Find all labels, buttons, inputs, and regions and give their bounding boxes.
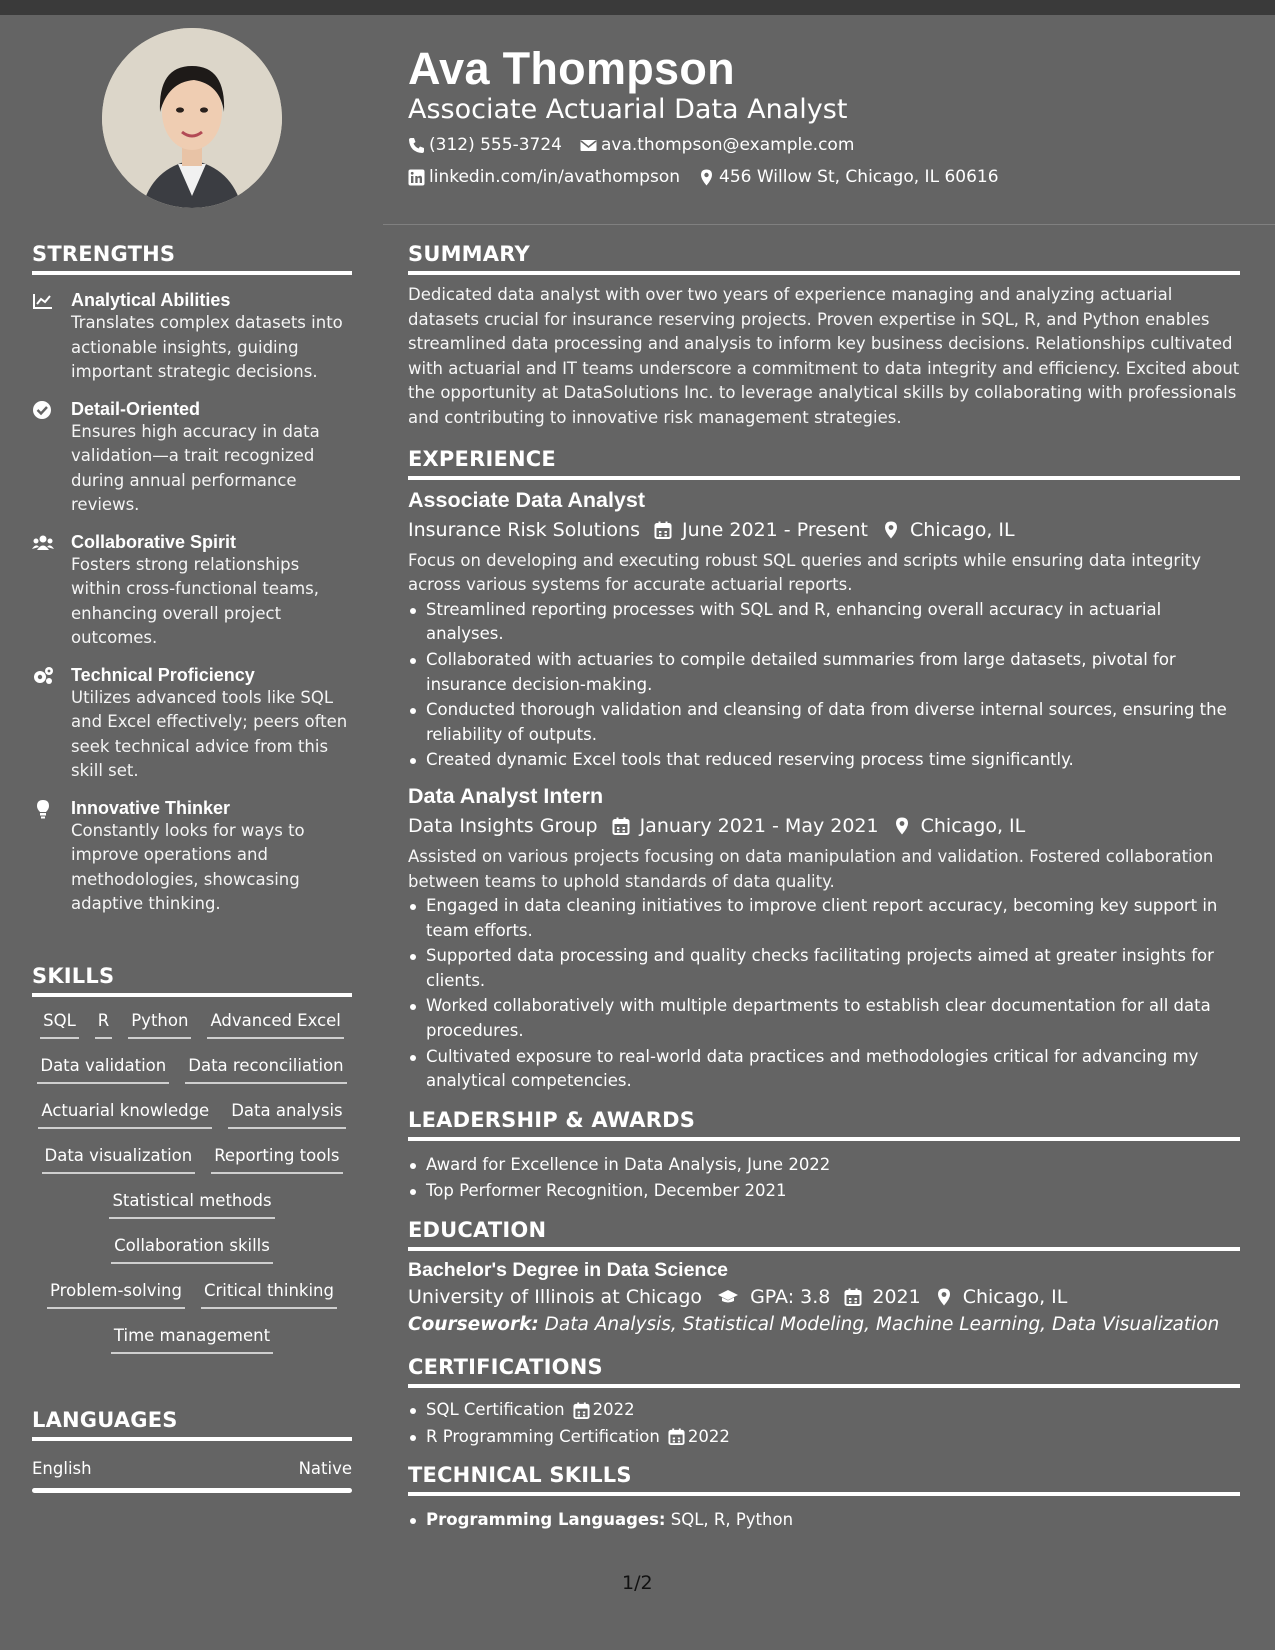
contact-line-1 [408,135,854,155]
job-bullets [408,598,1240,773]
skill-tag: Actuarial knowledge [38,1099,212,1129]
users-icon [32,533,54,553]
strengths-title: STRENGTHS [32,242,352,275]
school-name: University of Illinois at Chicago [408,1286,703,1309]
skill-row [32,1234,352,1279]
job-title: Associate Data Analyst [408,487,645,512]
map-pin-icon [882,521,900,539]
calendar-icon [668,1428,685,1445]
certifications-list [408,1398,1240,1449]
strength-title: Technical Proficiency [71,664,255,685]
strength-item [32,664,352,784]
job-description: Assisted on various projects focusing on data manipulation and validation. Fostered collaboration between teams to uphold standards of data quality. [408,846,1214,891]
job-bullet: Engaged in data cleaning initiatives to improve client report accuracy, becoming key support in team efforts. [408,894,1240,943]
skill-row [32,1279,352,1324]
job-location: Chicago, IL [909,518,1015,541]
linkedin-text: linkedin.com/in/avathompson [429,167,680,187]
main-column [408,242,1240,1543]
gpa: GPA: 3.8 [750,1286,831,1309]
calendar-icon [654,521,672,539]
job-bullet: Supported data processing and quality checks facilitating projects aimed at greater insights for clients. [408,944,1240,993]
summary-title: SUMMARY [408,242,1240,275]
skills-title: SKILLS [32,964,352,997]
skill-tag: Data analysis [228,1099,345,1129]
graduation-year: 2021 [872,1286,921,1309]
skill-tag: Advanced Excel [207,1009,343,1039]
skill-row [32,1009,352,1054]
summary-section [408,242,1240,431]
contact-line-2 [408,167,999,187]
contact-email[interactable] [580,135,854,155]
job-entry [408,488,1240,773]
skill-row [32,1144,352,1189]
technical-skill-label: Programming Languages: [426,1510,666,1530]
calendar-icon [573,1402,590,1419]
education-title: EDUCATION [408,1218,1240,1251]
skill-tag: R [95,1009,112,1039]
award-item: Award for Excellence in Data Analysis, June 2022 [408,1153,1240,1178]
language-proficiency-bar [32,1488,352,1493]
job-dates: June 2021 - Present [681,518,868,541]
skill-row [32,1324,352,1369]
check-circle-icon [32,400,54,420]
graduation-cap-icon [716,1288,740,1306]
languages-section [32,1408,352,1493]
awards-section [408,1108,1240,1204]
strength-desc: Ensures high accuracy in data validation—a trait recognized during annual performance reviews. [71,421,320,514]
technical-skill-item [408,1508,1240,1533]
calendar-icon [612,817,630,835]
job-bullets [408,894,1240,1094]
skill-tag: Data visualization [42,1144,196,1174]
map-pin-icon [893,817,911,835]
strength-title: Collaborative Spirit [71,531,237,552]
school-location: Chicago, IL [962,1286,1068,1309]
job-bullet: Created dynamic Excel tools that reduced reserving process time significantly. [408,748,1240,773]
email-text: ava.thompson@example.com [600,135,855,155]
job-company: Insurance Risk Solutions [408,518,640,541]
coursework-label: Coursework: [408,1314,539,1336]
strength-title: Analytical Abilities [71,290,231,310]
map-pin-icon [698,169,715,186]
certification-name: SQL Certification [426,1400,565,1420]
certification-year: 2022 [592,1400,635,1420]
skills-section [32,964,352,1369]
degree-title: Bachelor's Degree in Data Science [408,1259,729,1282]
skill-tag: Data reconciliation [185,1054,346,1084]
experience-section [408,447,1240,1094]
skill-tag: Time management [111,1324,273,1354]
certification-item [408,1425,1240,1450]
technical-skills-section [408,1463,1240,1533]
profile-photo [102,28,282,208]
job-company: Data Insights Group [408,814,598,837]
skill-tag: Critical thinking [201,1279,337,1309]
strength-item [32,289,352,385]
job-bullet: Conducted thorough validation and cleansing of data from diverse internal sources, ensuring the reliability of outputs. [408,698,1240,747]
certification-name: R Programming Certification [426,1426,660,1446]
candidate-role: Associate Actuarial Data Analyst [408,94,848,125]
coursework [408,1314,1240,1335]
phone-icon [408,137,425,154]
technical-skill-value: SQL, R, Python [665,1510,794,1530]
skill-row [32,1054,352,1099]
technical-skills-list [408,1508,1240,1533]
skill-tag: Reporting tools [211,1144,342,1174]
language-name: English [32,1459,92,1478]
job-entry [408,784,1240,1094]
job-bullet: Collaborated with actuaries to compile detailed summaries from large datasets, pivotal for insurance decision-making. [408,648,1240,697]
gears-icon [32,666,54,686]
address-text: 456 Willow St, Chicago, IL 60616 [719,167,999,187]
certification-year: 2022 [687,1426,730,1446]
strengths-section [32,242,352,917]
job-meta [408,519,1240,541]
job-title: Data Analyst Intern [408,783,604,808]
language-row [32,1459,352,1478]
page-number: 1/2 [622,1572,653,1594]
strength-title: Innovative Thinker [71,797,231,818]
language-level: Native [298,1459,352,1478]
skill-tag: Collaboration skills [111,1234,273,1264]
skill-tag: Python [128,1009,191,1039]
coursework-text: Data Analysis, Statistical Modeling, Machine Learning, Data Visualization [544,1314,1220,1336]
header-divider [383,224,1275,225]
strength-desc: Fosters strong relationships within cross-functional teams, enhancing overall project outcomes. [71,554,320,647]
certifications-section [408,1355,1240,1449]
job-bullet: Cultivated exposure to real-world data practices and methodologies critical for advancing my analytical competencies. [408,1045,1240,1094]
award-item: Top Performer Recognition, December 2021 [408,1179,1240,1204]
calendar-icon [844,1288,862,1306]
education-section [408,1218,1240,1335]
job-meta [408,815,1240,837]
linkedin-icon [408,169,425,186]
strength-desc: Utilizes advanced tools like SQL and Excel effectively; peers often seek technical advice from this skill set. [71,687,348,780]
skill-row [32,1099,352,1144]
strength-item [32,531,352,651]
skill-row [32,1189,352,1234]
languages-title: LANGUAGES [32,1408,352,1441]
skill-tag: Statistical methods [109,1189,274,1219]
job-description: Focus on developing and executing robust SQL queries and scripts while ensuring data integrity across various systems for accurate actuarial reports. [408,550,1202,595]
skill-tag: Data validation [37,1054,169,1084]
lightbulb-icon [32,799,54,819]
map-pin-icon [935,1288,953,1306]
job-bullet: Worked collaboratively with multiple departments to establish clear documentation for all data procedures. [408,994,1240,1043]
awards-list [408,1153,1240,1204]
awards-title: LEADERSHIP & AWARDS [408,1108,1240,1141]
chart-line-icon [32,291,54,311]
education-meta [408,1286,1240,1308]
envelope-icon [580,137,597,154]
strength-title: Detail-Oriented [71,398,201,419]
summary-text: Dedicated data analyst with over two years of experience managing and analyzing actuarial datasets crucial for insurance reserving projects. Proven expertise in SQL, R, and Python enables streamlined data processing and analysis to inform key business decisions. Relationships cultivated with actuarial and IT teams underscore a commitment to data integrity and efficiency. Excited about the opportunity at DataSolutions Inc. to leverage analytical skills by collaborating with professionals and contributing to innovative risk management strategies. [408,285,1240,427]
job-dates: January 2021 - May 2021 [639,814,879,837]
candidate-name: Ava Thompson [408,43,735,94]
certifications-title: CERTIFICATIONS [408,1355,1240,1388]
contact-phone [408,135,562,155]
skill-tag: SQL [40,1009,79,1039]
certification-item [408,1398,1240,1423]
experience-title: EXPERIENCE [408,447,1240,480]
contact-linkedin[interactable] [408,167,680,187]
job-location: Chicago, IL [920,814,1026,837]
job-bullet: Streamlined reporting processes with SQL and R, enhancing overall accuracy in actuarial analyses. [408,598,1240,647]
contact-address [698,167,999,187]
strength-desc: Constantly looks for ways to improve operations and methodologies, showcasing adaptive thinking. [71,820,305,913]
technical-skills-title: TECHNICAL SKILLS [408,1463,1240,1496]
strength-item [32,797,352,917]
strength-item [32,398,352,518]
strength-desc: Translates complex datasets into actionable insights, guiding important strategic decisions. [71,313,343,381]
top-bar [0,0,1275,15]
skill-tag: Problem-solving [47,1279,185,1309]
phone-text: (312) 555-3724 [429,135,562,155]
